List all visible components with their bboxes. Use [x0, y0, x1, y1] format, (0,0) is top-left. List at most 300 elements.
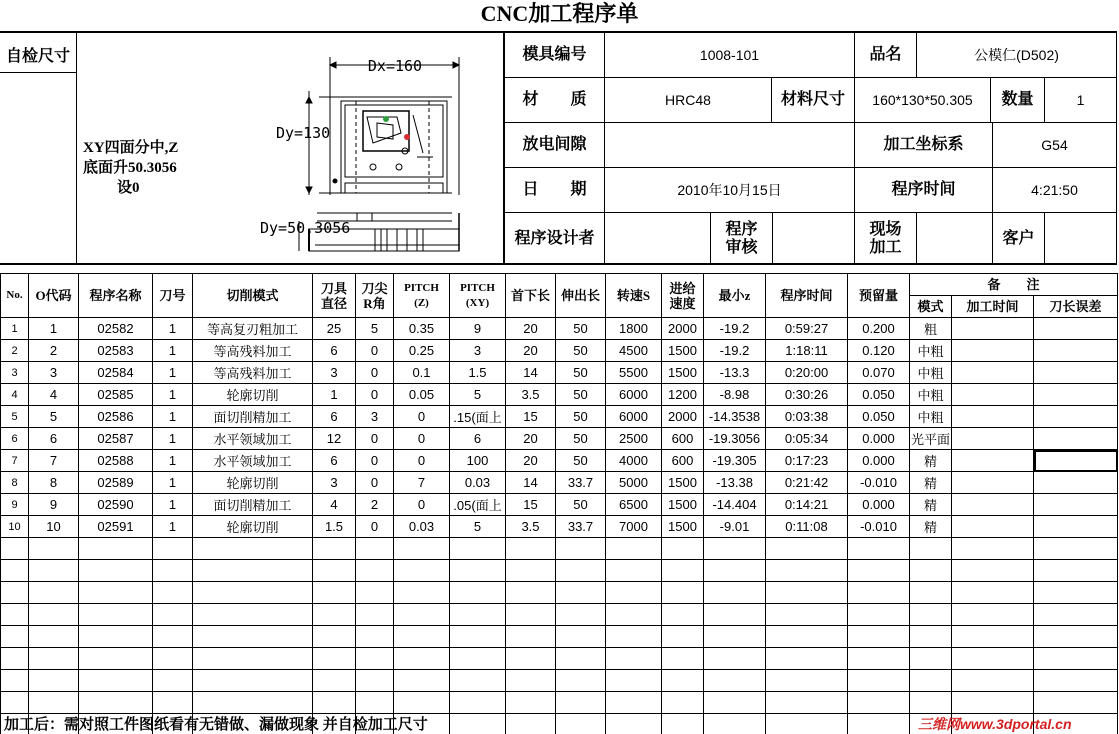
table-cell-empty[interactable] [848, 560, 910, 582]
cell-first-down[interactable]: 14 [506, 472, 556, 494]
table-cell-empty[interactable] [1034, 648, 1118, 670]
table-cell-empty[interactable] [313, 582, 356, 604]
cell-feed[interactable]: 600 [662, 450, 704, 472]
cell-program-name[interactable]: 02585 [79, 384, 153, 406]
table-cell-empty[interactable] [29, 582, 79, 604]
cell-tool-no[interactable]: 1 [153, 318, 193, 340]
table-cell-empty[interactable] [910, 604, 952, 626]
cell-tool-dia[interactable]: 1 [313, 384, 356, 406]
cell-spindle-speed[interactable]: 7000 [606, 516, 662, 538]
table-cell-empty[interactable] [952, 582, 1034, 604]
cell-stock[interactable]: 0.000 [848, 450, 910, 472]
cell-pitch-xy[interactable]: 9 [450, 318, 506, 340]
table-cell-empty[interactable] [450, 626, 506, 648]
cell-prog-time[interactable]: 0:17:23 [766, 450, 848, 472]
cell-remark-time[interactable] [952, 318, 1034, 340]
cell-stock[interactable]: 0.000 [848, 428, 910, 450]
cell-no[interactable]: 7 [1, 450, 29, 472]
table-cell-empty[interactable] [606, 670, 662, 692]
table-cell-empty[interactable] [450, 670, 506, 692]
table-cell-empty[interactable] [848, 714, 910, 734]
table-cell-empty[interactable] [556, 714, 606, 734]
cell-remark-mode[interactable]: 粗 [910, 318, 952, 340]
cell-spindle-speed[interactable]: 1800 [606, 318, 662, 340]
cell-remark-mode[interactable]: 中粗 [910, 384, 952, 406]
table-cell-empty[interactable] [704, 582, 766, 604]
cell-prog-time[interactable]: 1:18:11 [766, 340, 848, 362]
table-cell-empty[interactable] [704, 560, 766, 582]
cell-no[interactable]: 6 [1, 428, 29, 450]
cell-cut-mode[interactable]: 轮廓切削 [193, 516, 313, 538]
cell-no[interactable]: 3 [1, 362, 29, 384]
cell-first-down[interactable]: 20 [506, 318, 556, 340]
table-cell-empty[interactable] [910, 648, 952, 670]
cell-stickout[interactable]: 33.7 [556, 472, 606, 494]
table-cell-empty[interactable] [556, 670, 606, 692]
table-cell-empty[interactable] [848, 626, 910, 648]
table-cell-empty[interactable] [450, 582, 506, 604]
cell-cut-mode[interactable]: 水平领域加工 [193, 450, 313, 472]
cell-no[interactable]: 5 [1, 406, 29, 428]
table-cell-empty[interactable] [556, 648, 606, 670]
table-cell-empty[interactable] [193, 538, 313, 560]
cell-spindle-speed[interactable]: 4000 [606, 450, 662, 472]
table-cell-empty[interactable] [29, 670, 79, 692]
table-cell-empty[interactable] [910, 670, 952, 692]
table-cell-empty[interactable] [153, 648, 193, 670]
table-cell-empty[interactable] [29, 604, 79, 626]
table-cell-empty[interactable] [662, 560, 704, 582]
cell-prog-time[interactable]: 0:05:34 [766, 428, 848, 450]
table-cell-empty[interactable] [153, 692, 193, 714]
cell-remark-mode[interactable]: 精 [910, 472, 952, 494]
cell-program-name[interactable]: 02590 [79, 494, 153, 516]
cell-pitch-xy[interactable]: 6 [450, 428, 506, 450]
cell-remark-tool-err[interactable] [1034, 472, 1118, 494]
cell-ocode[interactable]: 4 [29, 384, 79, 406]
table-cell-empty[interactable] [193, 560, 313, 582]
table-cell-empty[interactable] [1, 582, 29, 604]
cell-first-down[interactable]: 20 [506, 340, 556, 362]
cell-pitch-xy[interactable]: .05(面上 [450, 494, 506, 516]
table-cell-empty[interactable] [952, 560, 1034, 582]
cell-first-down[interactable]: 15 [506, 406, 556, 428]
cell-tip-r[interactable]: 0 [356, 472, 394, 494]
cell-ocode[interactable]: 2 [29, 340, 79, 362]
table-cell-empty[interactable] [1, 538, 29, 560]
table-cell-empty[interactable] [1034, 538, 1118, 560]
cell-spindle-speed[interactable]: 2500 [606, 428, 662, 450]
cell-program-name[interactable]: 02586 [79, 406, 153, 428]
cell-prog-time[interactable]: 0:20:00 [766, 362, 848, 384]
cell-min-z[interactable]: -14.3538 [704, 406, 766, 428]
table-cell-empty[interactable] [910, 692, 952, 714]
cell-spindle-speed[interactable]: 5000 [606, 472, 662, 494]
cell-spindle-speed[interactable]: 6000 [606, 384, 662, 406]
table-cell-empty[interactable] [450, 648, 506, 670]
table-cell-empty[interactable] [153, 538, 193, 560]
cell-remark-time[interactable] [952, 516, 1034, 538]
table-cell-empty[interactable] [952, 626, 1034, 648]
cell-min-z[interactable]: -19.2 [704, 340, 766, 362]
cell-min-z[interactable]: -19.305 [704, 450, 766, 472]
cell-tool-dia[interactable]: 1.5 [313, 516, 356, 538]
table-cell-empty[interactable] [556, 692, 606, 714]
table-cell-empty[interactable] [79, 626, 153, 648]
table-cell-empty[interactable] [606, 604, 662, 626]
cell-cut-mode[interactable]: 轮廓切削 [193, 384, 313, 406]
table-cell-empty[interactable] [1, 692, 29, 714]
table-cell-empty[interactable] [29, 648, 79, 670]
table-cell-empty[interactable] [79, 648, 153, 670]
table-cell-empty[interactable] [79, 670, 153, 692]
table-cell-empty[interactable] [1034, 670, 1118, 692]
table-cell-empty[interactable] [394, 692, 450, 714]
cell-tool-dia[interactable]: 12 [313, 428, 356, 450]
cell-pitch-xy[interactable]: 0.03 [450, 472, 506, 494]
table-cell-empty[interactable] [606, 626, 662, 648]
table-cell-empty[interactable] [356, 604, 394, 626]
cell-remark-tool-err[interactable] [1034, 406, 1118, 428]
cell-pitch-z[interactable]: 0.1 [394, 362, 450, 384]
cell-remark-tool-err[interactable] [1034, 384, 1118, 406]
table-cell-empty[interactable] [153, 604, 193, 626]
table-cell-empty[interactable] [450, 692, 506, 714]
cell-pitch-z[interactable]: 0.25 [394, 340, 450, 362]
cell-pitch-z[interactable]: 0.35 [394, 318, 450, 340]
cell-tool-no[interactable]: 1 [153, 516, 193, 538]
cell-remark-tool-err[interactable] [1034, 428, 1118, 450]
table-cell-empty[interactable] [506, 626, 556, 648]
cell-remark-time[interactable] [952, 472, 1034, 494]
table-cell-empty[interactable] [848, 648, 910, 670]
table-cell-empty[interactable] [79, 604, 153, 626]
cell-tool-no[interactable]: 1 [153, 406, 193, 428]
table-cell-empty[interactable] [79, 582, 153, 604]
cell-no[interactable]: 4 [1, 384, 29, 406]
cell-tool-dia[interactable]: 4 [313, 494, 356, 516]
cell-tip-r[interactable]: 0 [356, 428, 394, 450]
table-cell-empty[interactable] [313, 626, 356, 648]
table-cell-empty[interactable] [662, 648, 704, 670]
table-cell-empty[interactable] [704, 538, 766, 560]
cell-min-z[interactable]: -19.3056 [704, 428, 766, 450]
cell-stickout[interactable]: 50 [556, 406, 606, 428]
table-cell-empty[interactable] [313, 670, 356, 692]
cell-pitch-xy[interactable]: 5 [450, 384, 506, 406]
table-cell-empty[interactable] [766, 648, 848, 670]
cell-remark-tool-err[interactable] [1034, 516, 1118, 538]
table-cell-empty[interactable] [356, 670, 394, 692]
table-cell-empty[interactable] [193, 692, 313, 714]
cell-pitch-xy[interactable]: .15(面上 [450, 406, 506, 428]
table-cell-empty[interactable] [193, 670, 313, 692]
table-cell-empty[interactable] [952, 538, 1034, 560]
cell-feed[interactable]: 2000 [662, 406, 704, 428]
cell-first-down[interactable]: 3.5 [506, 516, 556, 538]
cell-prog-time[interactable]: 0:11:08 [766, 516, 848, 538]
cell-ocode[interactable]: 5 [29, 406, 79, 428]
cell-tip-r[interactable]: 5 [356, 318, 394, 340]
cell-feed[interactable]: 1500 [662, 516, 704, 538]
cell-tool-no[interactable]: 1 [153, 494, 193, 516]
table-cell-empty[interactable] [79, 538, 153, 560]
table-cell-empty[interactable] [606, 648, 662, 670]
cell-remark-tool-err[interactable] [1034, 450, 1118, 472]
table-cell-empty[interactable] [606, 538, 662, 560]
table-cell-empty[interactable] [506, 604, 556, 626]
cell-remark-mode[interactable]: 精 [910, 516, 952, 538]
cell-feed[interactable]: 1500 [662, 472, 704, 494]
cell-program-name[interactable]: 02582 [79, 318, 153, 340]
cell-stickout[interactable]: 50 [556, 384, 606, 406]
table-cell-empty[interactable] [450, 714, 506, 734]
cell-pitch-xy[interactable]: 3 [450, 340, 506, 362]
cell-no[interactable]: 1 [1, 318, 29, 340]
table-cell-empty[interactable] [193, 604, 313, 626]
cell-first-down[interactable]: 20 [506, 450, 556, 472]
cell-feed[interactable]: 1500 [662, 494, 704, 516]
cell-remark-mode[interactable]: 中粗 [910, 362, 952, 384]
cell-cut-mode[interactable]: 面切削精加工 [193, 406, 313, 428]
cell-pitch-z[interactable]: 7 [394, 472, 450, 494]
cell-stickout[interactable]: 50 [556, 494, 606, 516]
table-cell-empty[interactable] [450, 560, 506, 582]
table-cell-empty[interactable] [506, 538, 556, 560]
cell-tool-no[interactable]: 1 [153, 340, 193, 362]
cell-remark-time[interactable] [952, 428, 1034, 450]
table-cell-empty[interactable] [29, 692, 79, 714]
cell-ocode[interactable]: 8 [29, 472, 79, 494]
cell-remark-mode[interactable]: 中粗 [910, 340, 952, 362]
cell-tool-dia[interactable]: 6 [313, 450, 356, 472]
cell-pitch-z[interactable]: 0 [394, 450, 450, 472]
table-cell-empty[interactable] [848, 692, 910, 714]
cell-remark-mode[interactable]: 精 [910, 450, 952, 472]
cell-remark-time[interactable] [952, 362, 1034, 384]
table-cell-empty[interactable] [766, 714, 848, 734]
table-cell-empty[interactable] [313, 560, 356, 582]
cell-cut-mode[interactable]: 轮廓切削 [193, 472, 313, 494]
table-cell-empty[interactable] [704, 670, 766, 692]
cell-stickout[interactable]: 50 [556, 450, 606, 472]
cell-ocode[interactable]: 1 [29, 318, 79, 340]
cell-stock[interactable]: 0.000 [848, 494, 910, 516]
cell-ocode[interactable]: 10 [29, 516, 79, 538]
cell-tool-dia[interactable]: 6 [313, 406, 356, 428]
table-cell-empty[interactable] [766, 604, 848, 626]
cell-min-z[interactable]: -13.3 [704, 362, 766, 384]
table-cell-empty[interactable] [506, 670, 556, 692]
table-cell-empty[interactable] [29, 538, 79, 560]
table-cell-empty[interactable] [506, 582, 556, 604]
table-cell-empty[interactable] [506, 692, 556, 714]
cell-tool-dia[interactable]: 3 [313, 472, 356, 494]
table-cell-empty[interactable] [506, 560, 556, 582]
table-cell-empty[interactable] [1034, 560, 1118, 582]
table-cell-empty[interactable] [153, 582, 193, 604]
table-cell-empty[interactable] [556, 582, 606, 604]
table-cell-empty[interactable] [1034, 604, 1118, 626]
cell-prog-time[interactable]: 0:03:38 [766, 406, 848, 428]
cell-tool-no[interactable]: 1 [153, 450, 193, 472]
cell-min-z[interactable]: -9.01 [704, 516, 766, 538]
table-cell-empty[interactable] [356, 626, 394, 648]
table-cell-empty[interactable] [193, 626, 313, 648]
cell-remark-time[interactable] [952, 406, 1034, 428]
cell-min-z[interactable]: -14.404 [704, 494, 766, 516]
table-cell-empty[interactable] [556, 626, 606, 648]
cell-stickout[interactable]: 50 [556, 428, 606, 450]
cell-feed[interactable]: 1200 [662, 384, 704, 406]
cell-feed[interactable]: 1500 [662, 340, 704, 362]
cell-ocode[interactable]: 9 [29, 494, 79, 516]
cell-remark-mode[interactable]: 中粗 [910, 406, 952, 428]
table-cell-empty[interactable] [313, 648, 356, 670]
cell-stickout[interactable]: 50 [556, 340, 606, 362]
cell-first-down[interactable]: 15 [506, 494, 556, 516]
cell-pitch-z[interactable]: 0.03 [394, 516, 450, 538]
cell-ocode[interactable]: 7 [29, 450, 79, 472]
cell-cut-mode[interactable]: 面切削精加工 [193, 494, 313, 516]
table-cell-empty[interactable] [848, 538, 910, 560]
table-cell-empty[interactable] [1034, 626, 1118, 648]
table-cell-empty[interactable] [394, 648, 450, 670]
table-cell-empty[interactable] [606, 714, 662, 734]
table-cell-empty[interactable] [910, 560, 952, 582]
table-cell-empty[interactable] [606, 692, 662, 714]
cell-stock[interactable]: 0.120 [848, 340, 910, 362]
table-cell-empty[interactable] [766, 560, 848, 582]
table-cell-empty[interactable] [450, 604, 506, 626]
table-cell-empty[interactable] [662, 582, 704, 604]
table-cell-empty[interactable] [506, 714, 556, 734]
cell-tip-r[interactable]: 0 [356, 340, 394, 362]
cell-min-z[interactable]: -13.38 [704, 472, 766, 494]
table-cell-empty[interactable] [704, 692, 766, 714]
cell-stock[interactable]: 0.200 [848, 318, 910, 340]
table-cell-empty[interactable] [766, 692, 848, 714]
cell-feed[interactable]: 2000 [662, 318, 704, 340]
table-cell-empty[interactable] [952, 692, 1034, 714]
cell-no[interactable]: 10 [1, 516, 29, 538]
table-cell-empty[interactable] [356, 538, 394, 560]
cell-stock[interactable]: -0.010 [848, 472, 910, 494]
table-cell-empty[interactable] [952, 604, 1034, 626]
table-cell-empty[interactable] [153, 626, 193, 648]
cell-tool-dia[interactable]: 3 [313, 362, 356, 384]
cell-pitch-z[interactable]: 0 [394, 494, 450, 516]
table-cell-empty[interactable] [356, 648, 394, 670]
cell-stock[interactable]: 0.070 [848, 362, 910, 384]
table-cell-empty[interactable] [450, 538, 506, 560]
table-cell-empty[interactable] [606, 560, 662, 582]
table-cell-empty[interactable] [313, 692, 356, 714]
cell-program-name[interactable]: 02584 [79, 362, 153, 384]
table-cell-empty[interactable] [313, 538, 356, 560]
table-cell-empty[interactable] [356, 692, 394, 714]
cell-spindle-speed[interactable]: 5500 [606, 362, 662, 384]
cell-stock[interactable]: -0.010 [848, 516, 910, 538]
table-cell-empty[interactable] [910, 582, 952, 604]
cell-stock[interactable]: 0.050 [848, 406, 910, 428]
cell-prog-time[interactable]: 0:30:26 [766, 384, 848, 406]
cell-no[interactable]: 9 [1, 494, 29, 516]
cell-prog-time[interactable]: 0:14:21 [766, 494, 848, 516]
table-cell-empty[interactable] [662, 604, 704, 626]
cell-no[interactable]: 2 [1, 340, 29, 362]
cell-cut-mode[interactable]: 水平领域加工 [193, 428, 313, 450]
cell-cut-mode[interactable]: 等高复刃粗加工 [193, 318, 313, 340]
table-cell-empty[interactable] [153, 560, 193, 582]
cell-cut-mode[interactable]: 等高残料加工 [193, 362, 313, 384]
cell-feed[interactable]: 1500 [662, 362, 704, 384]
table-cell-empty[interactable] [952, 670, 1034, 692]
table-cell-empty[interactable] [1, 604, 29, 626]
table-cell-empty[interactable] [313, 604, 356, 626]
cell-tool-no[interactable]: 1 [153, 472, 193, 494]
table-cell-empty[interactable] [394, 538, 450, 560]
cell-min-z[interactable]: -8.98 [704, 384, 766, 406]
cell-tool-no[interactable]: 1 [153, 384, 193, 406]
cell-feed[interactable]: 600 [662, 428, 704, 450]
cell-stickout[interactable]: 50 [556, 362, 606, 384]
cell-pitch-z[interactable]: 0 [394, 406, 450, 428]
table-cell-empty[interactable] [556, 538, 606, 560]
table-cell-empty[interactable] [662, 538, 704, 560]
table-cell-empty[interactable] [766, 670, 848, 692]
cell-tool-no[interactable]: 1 [153, 428, 193, 450]
cell-tip-r[interactable]: 0 [356, 384, 394, 406]
cell-pitch-z[interactable]: 0 [394, 428, 450, 450]
table-cell-empty[interactable] [952, 648, 1034, 670]
table-cell-empty[interactable] [848, 604, 910, 626]
cell-prog-time[interactable]: 0:21:42 [766, 472, 848, 494]
cell-program-name[interactable]: 02583 [79, 340, 153, 362]
table-cell-empty[interactable] [606, 582, 662, 604]
table-cell-empty[interactable] [704, 604, 766, 626]
table-cell-empty[interactable] [153, 670, 193, 692]
table-cell-empty[interactable] [556, 560, 606, 582]
cell-pitch-xy[interactable]: 1.5 [450, 362, 506, 384]
table-cell-empty[interactable] [704, 626, 766, 648]
cell-program-name[interactable]: 02587 [79, 428, 153, 450]
cell-stock[interactable]: 0.050 [848, 384, 910, 406]
cell-spindle-speed[interactable]: 4500 [606, 340, 662, 362]
cell-program-name[interactable]: 02588 [79, 450, 153, 472]
cell-tool-dia[interactable]: 25 [313, 318, 356, 340]
cell-stickout[interactable]: 33.7 [556, 516, 606, 538]
table-cell-empty[interactable] [506, 648, 556, 670]
table-cell-empty[interactable] [1034, 582, 1118, 604]
cell-remark-time[interactable] [952, 384, 1034, 406]
table-cell-empty[interactable] [29, 560, 79, 582]
cell-ocode[interactable]: 3 [29, 362, 79, 384]
cell-remark-time[interactable] [952, 450, 1034, 472]
cell-tool-no[interactable]: 1 [153, 362, 193, 384]
cell-spindle-speed[interactable]: 6500 [606, 494, 662, 516]
table-cell-empty[interactable] [193, 582, 313, 604]
cell-tip-r[interactable]: 0 [356, 516, 394, 538]
table-cell-empty[interactable] [394, 626, 450, 648]
cell-remark-tool-err[interactable] [1034, 318, 1118, 340]
cell-stickout[interactable]: 50 [556, 318, 606, 340]
cell-program-name[interactable]: 02589 [79, 472, 153, 494]
table-cell-empty[interactable] [394, 604, 450, 626]
table-cell-empty[interactable] [556, 604, 606, 626]
table-cell-empty[interactable] [910, 626, 952, 648]
table-cell-empty[interactable] [910, 538, 952, 560]
